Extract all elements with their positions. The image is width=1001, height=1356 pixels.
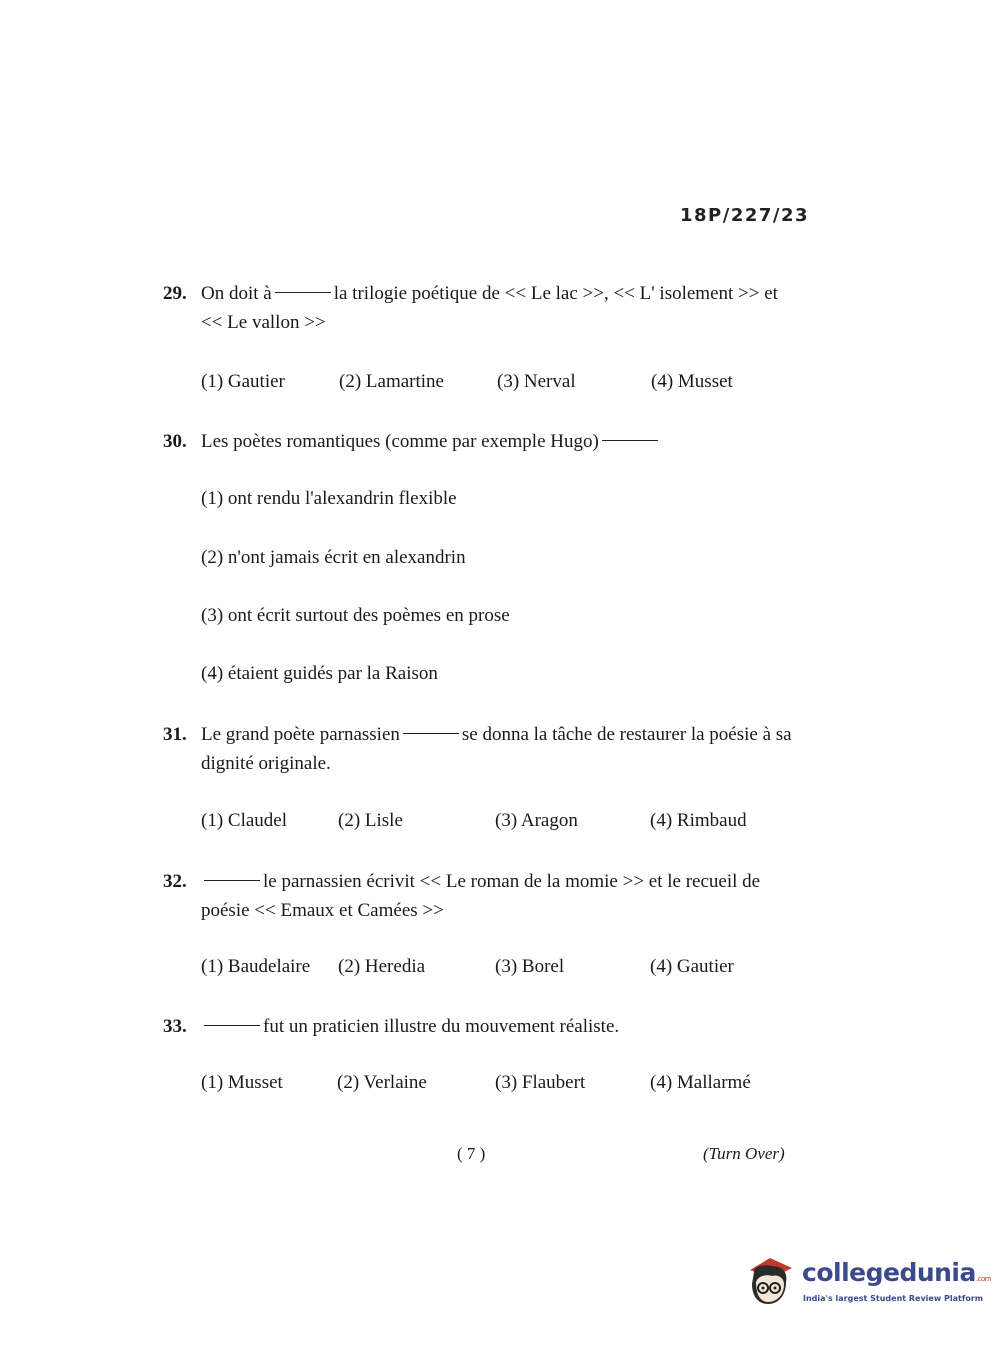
question-number: 33. [163, 1016, 187, 1037]
question-number: 30. [163, 431, 187, 452]
answer-blank [403, 733, 459, 734]
answer-blank [602, 440, 658, 441]
question-text [201, 1012, 803, 1041]
option: (4) Mallarmé [650, 1072, 751, 1093]
option: (3) Flaubert [495, 1072, 586, 1093]
question-text-after: la trilogie poétique de << Le lac >>, << L' isolement >> et << Le vallon >> [201, 283, 778, 333]
option: (1) ont rendu l'alexandrin flexible [201, 488, 457, 509]
question-number: 29. [163, 283, 187, 304]
option: (3) ont écrit surtout des poèmes en prose [201, 605, 510, 626]
option: (4) Musset [651, 371, 733, 392]
logo-wordmark [802, 1258, 991, 1287]
option: (2) Lamartine [339, 371, 444, 392]
option: (4) étaient guidés par la Raison [201, 663, 438, 684]
logo-name-text: collegedunia [802, 1258, 976, 1287]
option: (2) n'ont jamais écrit en alexandrin [201, 547, 466, 568]
collegedunia-logo [742, 1252, 992, 1312]
question-33 [163, 1012, 803, 1041]
paper-code: 18P/227/23 [680, 205, 810, 226]
option: (2) Lisle [338, 810, 403, 831]
option: (4) Gautier [650, 956, 734, 977]
question-number: 32. [163, 871, 187, 892]
answer-blank [204, 1025, 260, 1026]
logo-tagline: India's largest Student Review Platform [803, 1294, 984, 1303]
answer-blank [204, 880, 260, 881]
question-30 [163, 427, 803, 456]
option: (1) Musset [201, 1072, 283, 1093]
option: (3) Nerval [497, 371, 576, 392]
question-text-before: On doit à [201, 283, 272, 304]
question-text-before: Le grand poète parnassien [201, 724, 400, 745]
option: (1) Baudelaire [201, 956, 311, 977]
logo-dotcom: .com [975, 1275, 992, 1283]
question-text [201, 720, 803, 778]
option: (4) Rimbaud [650, 810, 747, 831]
option: (3) Borel [495, 956, 565, 977]
question-text-after: fut un praticien illustre du mouvement réaliste. [263, 1016, 620, 1037]
question-text [201, 279, 803, 337]
question-text-before: Les poètes romantiques (comme par exemple Hugo) [201, 431, 599, 452]
question-text [201, 867, 803, 925]
question-31 [163, 720, 803, 778]
question-text [201, 427, 803, 456]
question-29 [163, 279, 803, 337]
answer-blank [275, 292, 331, 293]
option: (2) Verlaine [337, 1072, 427, 1093]
question-32 [163, 867, 803, 925]
option: (2) Heredia [338, 956, 426, 977]
turn-over-label: (Turn Over) [703, 1144, 785, 1163]
option: (1) Gautier [201, 371, 285, 392]
question-text-after: le parnassien écrivit << Le roman de la momie >> et le recueil de poésie << Emaux et Camées >> [201, 871, 761, 921]
option: (3) Aragon [495, 810, 578, 831]
mascot-icon [742, 1252, 798, 1308]
option: (1) Claudel [201, 810, 288, 831]
page-number: ( 7 ) [457, 1144, 486, 1163]
question-text-after: se donna la tâche de restaurer la poésie à sa dignité originale. [201, 724, 792, 774]
question-number: 31. [163, 724, 187, 745]
